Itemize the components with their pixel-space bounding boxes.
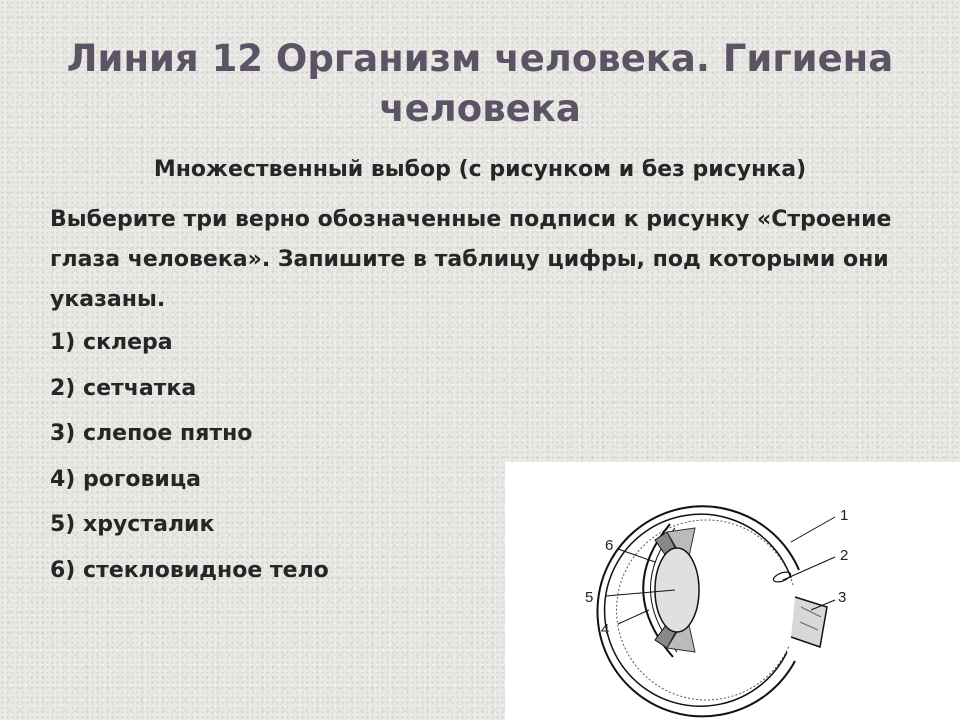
option-3: 3) слепое пятно: [50, 421, 253, 446]
option-1: 1) склера: [50, 330, 173, 355]
figure-label-2: 2: [840, 547, 849, 564]
option-4: 4) роговица: [50, 466, 201, 492]
answer-options: [50, 323, 329, 596]
figure-label-1: 1: [840, 507, 849, 524]
eye-retina: [605, 514, 791, 706]
eye-figure-panel: [505, 462, 960, 720]
figure-label-3: 3: [838, 589, 847, 606]
eye-lens: [655, 548, 699, 632]
eye-sclera: [597, 506, 799, 716]
eye-diagram: [505, 462, 960, 720]
figure-label-6: 6: [605, 537, 614, 554]
subtitle: Множественный выбор (с рисунком и без рисунка): [153, 157, 807, 182]
option-6: 6) стекловидное тело: [50, 557, 329, 583]
figure-label-5: 5: [585, 589, 594, 606]
question-text: Выберите три верно обозначенные подписи к рисунку «Строение глаза человека». Запишите в таблицу цифры, под которыми они указаны.: [50, 207, 892, 312]
option-5: 5) хрусталик: [50, 512, 215, 537]
option-2: 2) сетчатка: [50, 375, 197, 401]
figure-label-4: 4: [601, 621, 610, 638]
optic-nerve: [791, 597, 827, 647]
slide-title: Линия 12 Организм человека. Гигиена человека: [66, 37, 894, 130]
